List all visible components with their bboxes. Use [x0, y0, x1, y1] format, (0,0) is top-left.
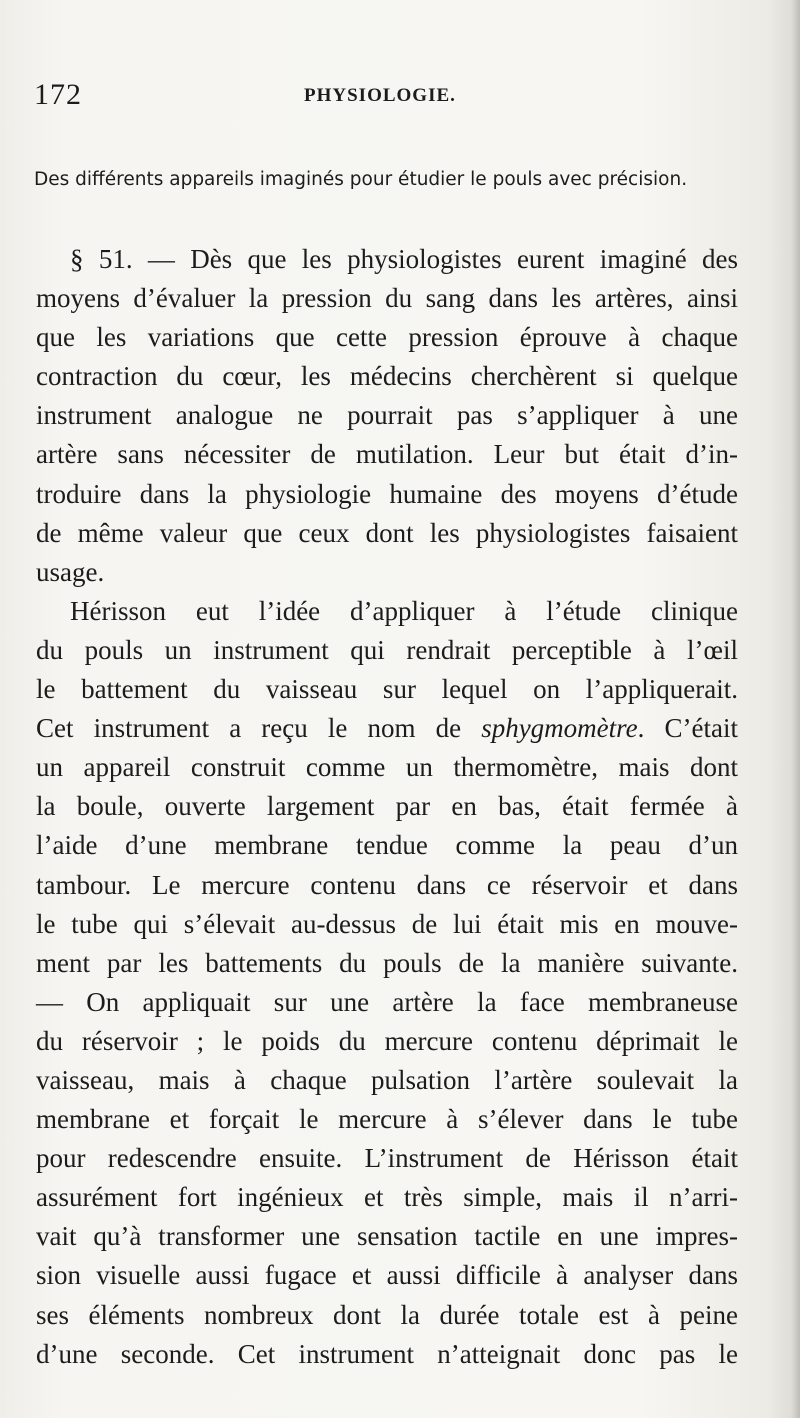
text-line: un appareil construit comme un thermomètre, mais dont: [36, 752, 738, 783]
text-line: usage.: [36, 556, 105, 587]
text-line: du réservoir ; le poids du mercure contenu déprimait le: [36, 1025, 738, 1056]
text-line: sion visuelle aussi fugace et aussi difficile à analyser dans: [36, 1260, 738, 1291]
running-head: PHYSIOLOGIE.: [304, 85, 456, 106]
text-line: contraction du cœur, les médecins cherchèrent si quelque: [36, 361, 738, 392]
text-line: vaisseau, mais à chaque pulsation l’artère soulevait la: [36, 1064, 738, 1095]
page-header: [34, 78, 734, 112]
text-line-content: Hérisson eut l’idée d’appliquer à l’étude clinique: [70, 595, 738, 626]
text-line: la boule, ouverte largement par en bas, était fermée à: [36, 791, 738, 822]
text-line: le battement du vaisseau sur lequel on l’appliquerait.: [36, 674, 738, 705]
text-line: instrument analogue ne pourrait pas s’appliquer à une: [36, 400, 738, 431]
text-line: du pouls un instrument qui rendrait perceptible à l’œil: [36, 634, 738, 665]
text-line: que les variations que cette pression éprouve à chaque: [36, 322, 738, 353]
text-line: vait qu’à transformer une sensation tactile en une impres-: [36, 1221, 738, 1252]
text-line-part: . C’était: [637, 713, 738, 744]
page-number: 172: [34, 78, 82, 111]
text-line: l’aide d’une membrane tendue comme la peau d’un: [36, 830, 738, 861]
text-line: le tube qui s’élevait au-dessus de lui était mis en mouve-: [36, 908, 738, 939]
text-line: [36, 240, 738, 279]
text-line: [36, 592, 738, 631]
text-line: troduire dans la physiologie humaine des moyens d’étude: [36, 478, 738, 509]
text-line: tambour. Le mercure contenu dans ce réservoir et dans: [36, 869, 738, 900]
text-line: ment par les battements du pouls de la manière suivante.: [36, 947, 738, 978]
text-line: moyens d’évaluer la pression du sang dans les artères, ainsi: [36, 283, 738, 314]
body-text: [36, 240, 738, 1374]
text-line: d’une seconde. Cet instrument n’atteignait donc pas le: [36, 1338, 738, 1369]
text-line: artère sans nécessiter de mutilation. Leur but était d’in-: [36, 439, 738, 470]
text-line: pour redescendre ensuite. L’instrument de Hérisson était: [36, 1143, 738, 1174]
text-line: [36, 709, 738, 748]
text-line: — On appliquait sur une artère la face membraneuse: [36, 986, 738, 1017]
text-line-part: Cet instrument a reçu le nom de: [36, 713, 482, 744]
italic-term: sphygmomètre: [481, 713, 638, 744]
page-edge-shadow: [790, 0, 800, 1418]
text-line: membrane et forçait le mercure à s’élever dans le tube: [36, 1104, 738, 1135]
text-line-content: § 51. — Dès que les physiologistes eurent imaginé des: [70, 244, 738, 274]
text-line: ses éléments nombreux dont la durée totale est à peine: [36, 1299, 738, 1330]
section-heading: Des différents appareils imaginés pour étudier le pouls avec précision.: [34, 169, 688, 190]
text-line: de même valeur que ceux dont les physiologistes faisaient: [36, 517, 738, 548]
text-line: assurément fort ingénieux et très simple, mais il n’arri-: [36, 1182, 738, 1213]
